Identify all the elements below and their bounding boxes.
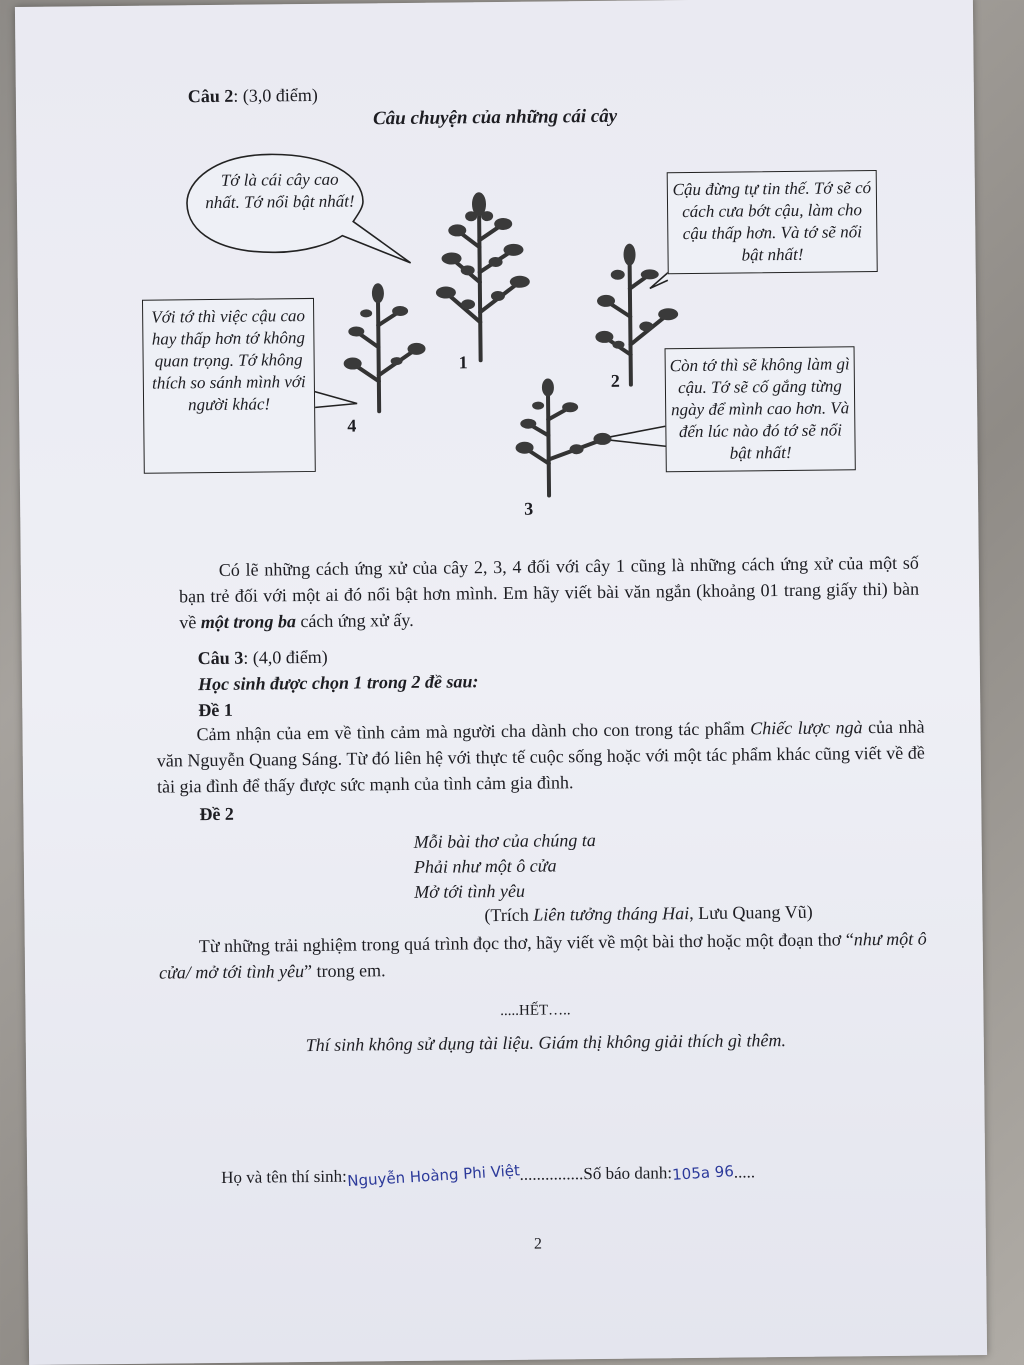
tree-3-number: 3 xyxy=(524,498,534,519)
q2-prompt-emphasis: một trong ba xyxy=(200,611,296,633)
id-label: Số báo danh: xyxy=(583,1163,673,1184)
page-number: 2 xyxy=(533,1235,542,1253)
candidate-name-handwritten: Nguyễn Hoàng Phi Việt xyxy=(346,1161,520,1191)
q3-header xyxy=(198,644,328,671)
de1-work-title: Chiếc lược ngà xyxy=(750,717,863,739)
de1-text-1: Cảm nhận của em về tình cảm mà người cha dành cho con trong tác phẩm xyxy=(196,718,751,745)
q2-title: Câu chuyện của những cái cây xyxy=(372,105,618,130)
de2-label: Đề 2 xyxy=(199,803,234,825)
poem-citation xyxy=(484,899,812,928)
candidate-id-handwritten: 105a 96 xyxy=(671,1161,735,1184)
q3-choose: Học sinh được chọn 1 trong 2 đề sau: xyxy=(197,671,479,695)
candidate-info xyxy=(221,1159,755,1191)
name-dots: ............... xyxy=(519,1164,584,1184)
bubble-tree2-text: Cậu đừng tự tin thế. Tớ sẽ có cách cưa bớt cậu, làm cho cậu thấp hơn. Và tớ sẽ nổi bật nhất! xyxy=(667,170,878,274)
poem-line-3: Mở tới tình yêu xyxy=(414,880,526,902)
de1-text-2: của nhà văn Nguyễn Quang Sáng. Từ đó liên hệ với thực tế cuộc sống hoặc với một tác phẩm khác cũng viết về đề tài gia đình để thấy được sức mạnh của tình cảm gia đình. xyxy=(156,716,925,797)
q2-prompt-text-2: cách ứng xử ấy. xyxy=(295,609,414,632)
end-marker: .....HẾT….. xyxy=(500,1002,571,1020)
de2-prompt xyxy=(159,926,928,986)
bubble-tree3-text: Còn tớ thì sẽ không làm gì cậu. Tớ sẽ cố gắng từng ngày để mình cao hơn. Và đến lúc nào đó tớ sẽ nổi bật nhất! xyxy=(665,346,856,472)
q3-points: : (4,0 điểm) xyxy=(243,646,328,668)
q2-label: Câu 2 xyxy=(187,85,234,107)
q2-prompt-text-1: Có lẽ những cách ứng xử của cây 2, 3, 4 đối với cây 1 cũng là những cách ứng xử của một số bạn trẻ đối với một ai đó nổi bật hơn mình. Em hãy viết bài văn ngắn (khoảng 01 trang giấy thi) bàn về xyxy=(178,552,920,633)
citation-open: (Trích xyxy=(484,904,534,926)
q2-points: : (3,0 điểm) xyxy=(233,84,318,106)
exam-note: Thí sinh không sử dụng tài liệu. Giám thị không giải thích gì thêm. xyxy=(305,1030,787,1056)
tree-2-icon xyxy=(589,244,680,387)
id-dots: ..... xyxy=(733,1162,756,1182)
tree-3-icon xyxy=(514,379,615,500)
citation-author: , Lưu Quang Vũ) xyxy=(689,901,813,924)
tree-2-number: 2 xyxy=(610,370,620,391)
tree-4-icon xyxy=(340,285,431,416)
poem-line-1: Mỗi bài thơ của chúng ta xyxy=(413,830,596,852)
de2-quote: như một ô cửa/ mở tới tình yêu xyxy=(158,928,927,983)
bubble-tree4-text: Với tớ thì việc cậu cao hay thấp hơn tớ không quan trọng. Tớ không thích so sánh mình với người khác! xyxy=(142,298,316,474)
tree-1-number: 1 xyxy=(458,352,468,373)
de1-prompt xyxy=(156,714,925,800)
de2-text-2: ” trong em. xyxy=(303,960,386,982)
bubble-tree1-text: Tớ là cái cây cao nhất. Tớ nổi bật nhất! xyxy=(205,169,355,213)
q3-label: Câu 3 xyxy=(197,647,244,669)
citation-work: Liên tưởng tháng Hai xyxy=(533,903,690,925)
de2-text-1: Từ những trải nghiệm trong quá trình đọc thơ, hãy viết về một bài thơ hoặc một đoạn thơ “ xyxy=(198,929,854,957)
poem-line-2: Phải như một ô cửa xyxy=(413,855,557,877)
tree-1-icon xyxy=(427,192,539,363)
tree-4-number: 4 xyxy=(347,415,357,436)
de1-label: Đề 1 xyxy=(198,699,233,721)
name-label: Họ và tên thí sinh: xyxy=(221,1166,347,1187)
q2-prompt xyxy=(179,550,920,636)
trees-illustration xyxy=(15,0,979,567)
exam-sheet xyxy=(15,0,987,1365)
